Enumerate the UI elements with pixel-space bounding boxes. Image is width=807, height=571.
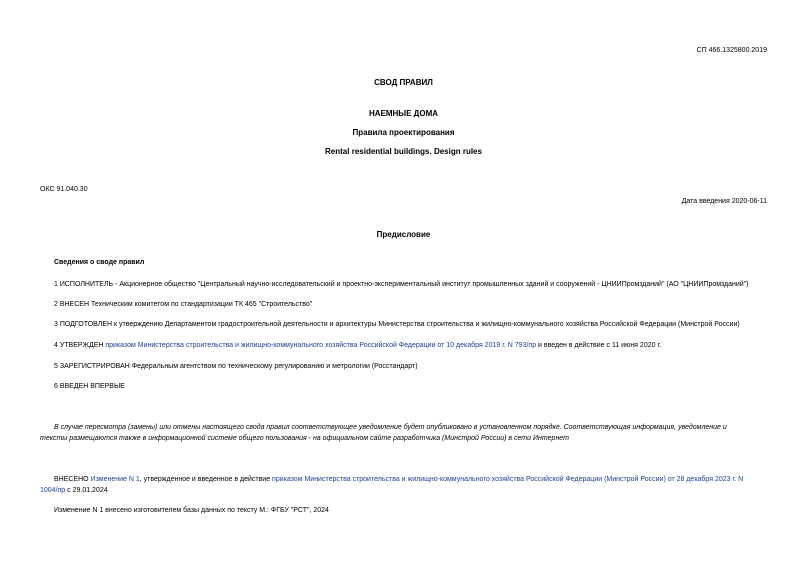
item-4-order-link[interactable]: приказом Министерства строительства и жилищно-коммунального хозяйства Российской Федерации от 10 декабря 2019 г. N 793/пр [105,342,537,349]
amendment-suffix: с 29.01.2024 [65,487,108,494]
document-code: СП 466.1325800.2019 [696,47,767,54]
intro-date: Дата введения 2020-06-11 [681,198,767,205]
item-4-suffix: и введен в действие с 11 июня 2020 г. [536,342,662,349]
preface-heading: Предисловие [376,230,431,239]
info-heading: Сведения о своде правил [54,259,145,266]
item-6: 6 ВВЕДЕН ВПЕРВЫЕ [54,383,125,390]
item-3: 3 ПОДГОТОВЛЕН к утверждению Департаментом градостроительной деятельности и архитектуры Министерства строительства и жилищно-коммунального хозяйства Российской Федерации (Минстрой России) [54,321,740,328]
item-4 [54,342,661,349]
amendment-order-number-link[interactable]: 1004/пр [40,487,66,494]
amendment-mid: , утвержденное и введенное в действие [139,476,273,483]
english-title: Rental residential buildings. Design rules [325,147,482,156]
item-2: 2 ВНЕСЕН Техническим комитетом по стандартизации ТК 465 "Строительство" [54,301,313,308]
oks-code: ОКС 91.040.30 [40,186,88,193]
item-4-prefix: 4 УТВЕРЖДЕН [54,342,106,349]
item-5: 5 ЗАРЕГИСТРИРОВАН Федеральным агентством по техническому регулированию и метрологии (Росстандарт) [54,363,418,370]
amendment-note: Изменение N 1 внесено изготовителем базы данных по тексту М.: ФГБУ "РСТ", 2024 [54,507,329,514]
document-subtitle: Правила проектирования [352,128,455,137]
amendment-link[interactable]: Изменение N 1 [90,476,140,483]
document-type-title: СВОД ПРАВИЛ [374,78,433,87]
amendment-order-link[interactable]: приказом Министерства строительства и жилищно-коммунального хозяйства Российской Федерации (Минстрой России) от 28 декабря 2023 г. N [272,476,744,483]
notice-line-1: В случае пересмотра (замены) или отмены настоящего свода правил соответствующее уведомление будет опубликовано в установленном порядке. Соответствующая информация, уведомление и [54,424,727,431]
document-title: НАЕМНЫЕ ДОМА [368,109,439,118]
item-1: 1 ИСПОЛНИТЕЛЬ - Акционерное общество "Центральный научно-исследовательский и проектно-экспериментальный институт промышленных зданий и сооружений - ЦНИИПромзданий" (АО "ЦНИИПромзданий") [54,281,749,288]
amendment-prefix: ВНЕСЕНО [54,476,91,483]
amendment-line-1 [54,476,743,483]
notice-line-2: тексты размещаются также в информационной системе общего пользования - на официальном сайте разработчика (Минстрой России) в сети Интернет [40,435,569,442]
amendment-line-2 [40,487,108,494]
